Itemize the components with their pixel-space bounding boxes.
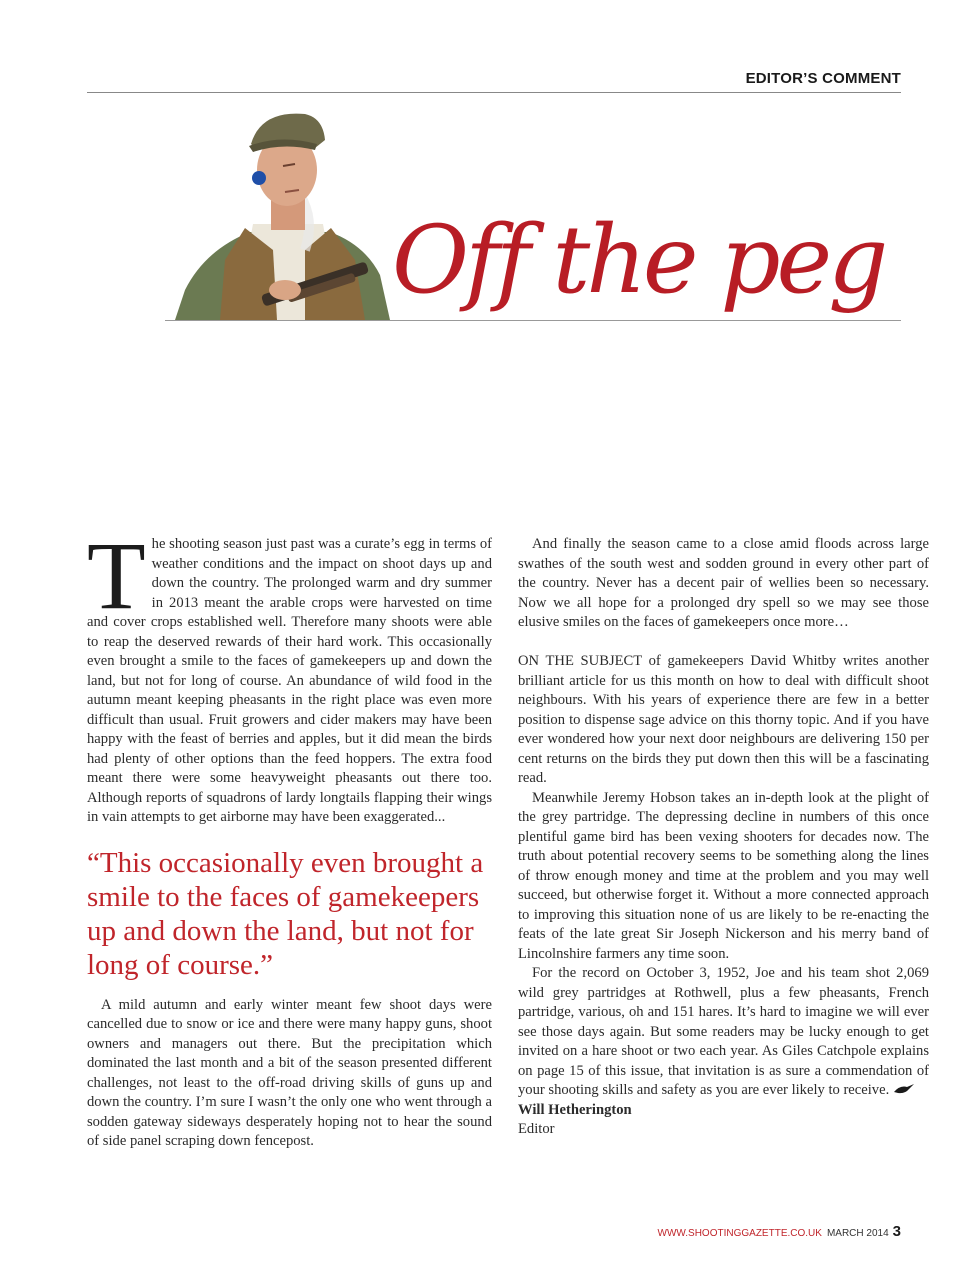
closing-paragraph-text: For the record on October 3, 1952, Joe and his team shot 2,069 wild grey partridges at Rothwell, plus a few pheasants, French partridge, various, oh and 151 hares. It’s hard to imagine we will ever see those days again. But some readers may be lucky enough to get invited on a hare shoot or two each year. As Giles Catchpole explains on page 15 of this issue, that invitation is as sure a commendation of your shooting skills and safety as you are ever likely to receive. [518, 965, 929, 1098]
headline: Off the peg [392, 206, 885, 315]
pull-quote: “This occasionally even brought a smile to the faces of gamekeepers up and down the land, but not for long of course.” [87, 846, 484, 981]
section-label: EDITOR’S COMMENT [745, 70, 901, 87]
header-rule [87, 92, 901, 93]
body-paragraph: And finally the season came to a close amid floods across large swathes of the south west and sodden ground in every other part of the country. Never has a decent pair of wellies been so necessary. Now we all hope for a prolonged dry spell so we may see those elusive smiles on the faces of gamekeepers once more… [518, 536, 929, 630]
body-paragraph: A mild autumn and early winter meant few shoot days were cancelled due to snow or ice and there were many happy guns, shoot owners and managers out there. But the precipitation which dominated the last month and a bit of the season presented different challenges, not least to the off-road driving skills of guns up and down the country. I’m sure I wasn’t the only one who went through a sodden gateway sideways desperately hoping not to hear the sound of side panel scraping down fencepost. [87, 996, 492, 1149]
title-rule [165, 320, 901, 321]
right-column [518, 535, 929, 1140]
body-paragraph: Meanwhile Jeremy Hobson takes an in-depth look at the plight of the grey partridge. The depressing decline in numbers of this once plentiful game bird has been vexing shooters for decades now. The truth about potential recovery seems to be something along the lines of throw enough money and time at the problem and you may well succeed, but otherwise forget it. Without a more connected approach to improving this situation none of us are likely to be re-enacting the feats of the late great Sir Joseph Nickerson and his merry band of Lincolnshire farmers any time soon. [518, 789, 929, 962]
body-paragraph [518, 964, 929, 1101]
author-title: Editor [518, 1121, 555, 1137]
author-name: Will Hetherington [518, 1101, 632, 1118]
left-column [87, 522, 492, 1152]
page-footer [658, 1223, 902, 1240]
page-number: 3 [892, 1223, 901, 1240]
body-paragraph: ON THE SUBJECT of gamekeepers David Whitby writes another brilliant article for us this month on how to deal with difficult shoot neighbours. With his years of experience there are few in a better position to dispense sage advice on this thorny topic. And if you have ever wondered how your next door neighbours are delivering 150 per cent returns on the birds they put down then this will be a fascinating read. [518, 653, 929, 786]
drop-cap: T [87, 522, 146, 629]
footer-issue: MARCH 2014 [826, 1228, 889, 1239]
intro-paragraph: he shooting season just past was a curate’s egg in terms of weather conditions and the impact on shoot days up and down the country. The prolonged warm and dry summer in 2013 meant the arable crops were harvested on time and cover crops established well. Therefore many shoots were able to reap the deserved rewards of their hard work. This occasionally even brought a smile to the faces of gamekeepers up and down the land, but not for long of course. An abundance of wild food in the autumn meant keeping pheasants in the right place was even more difficult than usual. Fruit growers and cider makers may have been happy with the feast of berries and apples, but it did mean the birds had plenty of other options than the feed hoppers. The extra food meant there were some heavyweight pheasants out there too. Although reports of squadrons of lardy longtails flapping their wings in vain attempts to get airborne may have been exaggerated... [87, 536, 492, 825]
editor-photo [165, 100, 405, 322]
footer-url: WWW.SHOOTINGGAZETTE.CO.UK [657, 1228, 822, 1239]
pheasant-end-mark-icon [893, 1083, 915, 1095]
